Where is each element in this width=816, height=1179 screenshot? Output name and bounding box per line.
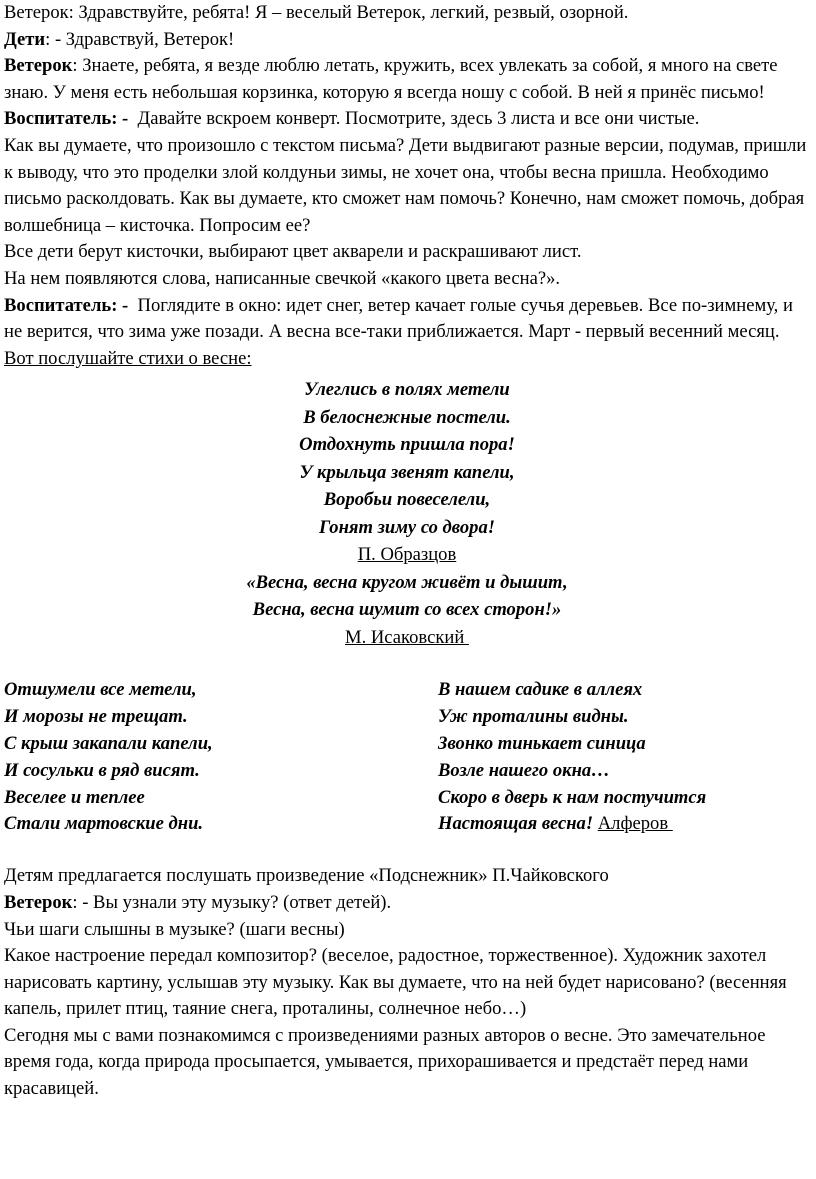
poem-obraztsov <box>4 376 810 651</box>
poem-line: Отдохнуть пришла пора! <box>299 434 515 456</box>
poem-line: И морозы не трещат. <box>4 706 188 728</box>
paragraph-greeting: Ветерок: Здравствуйте, ребята! Я – веселый Ветерок, легкий, резвый, озорной. <box>4 2 629 23</box>
poem-line: В белоснежные постели. <box>303 406 511 428</box>
paragraph-brushes: Все дети берут кисточки, выбирают цвет акварели и раскрашивают лист. <box>4 241 582 263</box>
paragraph-today: Сегодня мы с вами познакомимся с произведениями разных авторов о весне. Это замечательное время года, когда природа просыпается, умывается, прихорашивается и предстаёт перед нами красавицей. <box>4 1024 766 1100</box>
poem-author: Алферов <box>597 813 673 835</box>
paragraph-candle-words: На нем появляются слова, написанные свечкой «какого цвета весна?». <box>4 267 561 289</box>
paragraph-teacher-envelope <box>4 106 810 133</box>
speech-text: Поглядите в окно: идет снег, ветер качает голые сучья деревьев. Все по-зимнему, и не верится, что зима уже позади. А весна все-таки приближается. Март - первый весенний месяц. <box>4 294 798 343</box>
poem-line: Гонят зиму со двора! <box>319 516 495 538</box>
poem-line: Уж проталины видны. <box>438 706 629 728</box>
poem-line: Веселее и теплее <box>4 786 145 808</box>
poem-line: «Весна, весна кругом живёт и дышит, <box>246 571 568 593</box>
poem-line: Возле нашего окна… <box>438 759 610 781</box>
poem-author: М. Исаковский <box>345 626 469 648</box>
poem-line: Стали мартовские дни. <box>4 813 204 835</box>
speaker-label: Ветерок <box>4 891 73 913</box>
poem-line: Отшумели все метели, <box>4 679 197 701</box>
poem-line: Звонко тинькает синица <box>438 732 646 754</box>
paragraph-letter-question: Как вы думаете, что произошло с текстом письма? Дети выдвигают разные версии, подумав, пришли к выводу, что это проделки злой колдуньи зимы, не хочет она, чтобы весна пришла. Необходимо письмо расколдовать. Как вы думаете, кто сможет нам помочь? Конечно, нам сможет помочь, добрая волшебница – кисточка. Попросим ее? <box>4 134 807 236</box>
paragraph-teacher-window <box>4 293 810 346</box>
paragraph-listen-poems: Вот послушайте стихи о весне: <box>4 347 252 369</box>
poem-line: Улеглись в полях метели <box>304 379 510 401</box>
document-page <box>4 0 810 1103</box>
poem-line: В нашем садике в аллеях <box>438 679 643 701</box>
poem-column-left <box>4 677 213 838</box>
poem-line: Скоро в дверь к нам постучится <box>438 786 707 808</box>
poem-column-right <box>438 677 706 838</box>
paragraph-veterok-question <box>4 890 810 917</box>
speaker-label: Воспитатель: - <box>4 294 129 316</box>
speaker-label: Дети <box>4 28 46 50</box>
poem-alferov <box>4 677 810 841</box>
poem-author: П. Образцов <box>357 544 457 566</box>
poem-line: С крыш закапали капели, <box>4 732 213 754</box>
poem-last-line <box>438 811 706 838</box>
paragraph-children-reply <box>4 27 810 54</box>
paragraph-steps: Чьи шаги слышны в музыке? (шаги весны) <box>4 918 345 940</box>
speaker-label: Воспитатель: - <box>4 108 129 130</box>
poem-line: Настоящая весна! <box>438 813 594 835</box>
speech-text: Давайте вскроем конверт. Посмотрите, здесь 3 листа и все они чистые. <box>128 108 700 130</box>
poem-line: Весна, весна шумит со всех сторон!» <box>252 599 562 621</box>
poem-line: Воробьи повеселели, <box>323 489 491 511</box>
speaker-label: Ветерок <box>4 55 73 77</box>
paragraph-veterok-speech <box>4 53 810 106</box>
poem-line: У крыльца звенят капели, <box>299 461 515 483</box>
speech-text: : Знаете, ребята, я везде люблю летать, кружить, всех увлекать за собой, я много на свете знаю. У меня есть небольшая корзинка, которую я всегда ношу с собой. В ней я принёс письмо! <box>4 55 778 103</box>
speech-text: : - Вы узнали эту музыку? (ответ детей). <box>72 891 392 913</box>
outro-section <box>4 863 810 1102</box>
paragraph-tchaikovsky: Детям предлагается послушать произведение «Подснежник» П.Чайковского <box>4 865 609 887</box>
poem-line: И сосульки в ряд висят. <box>4 759 200 781</box>
speech-text: : - Здравствуй, Ветерок! <box>45 28 235 50</box>
paragraph-mood: Какое настроение передал композитор? (веселое, радостное, торжественное). Художник захотел нарисовать картину, услышав эту музыку. Как вы думаете, что на ней будет нарисовано? (весенняя капель, прилет птиц, таяние снега, проталины, солнечное небо…) <box>4 945 787 1020</box>
